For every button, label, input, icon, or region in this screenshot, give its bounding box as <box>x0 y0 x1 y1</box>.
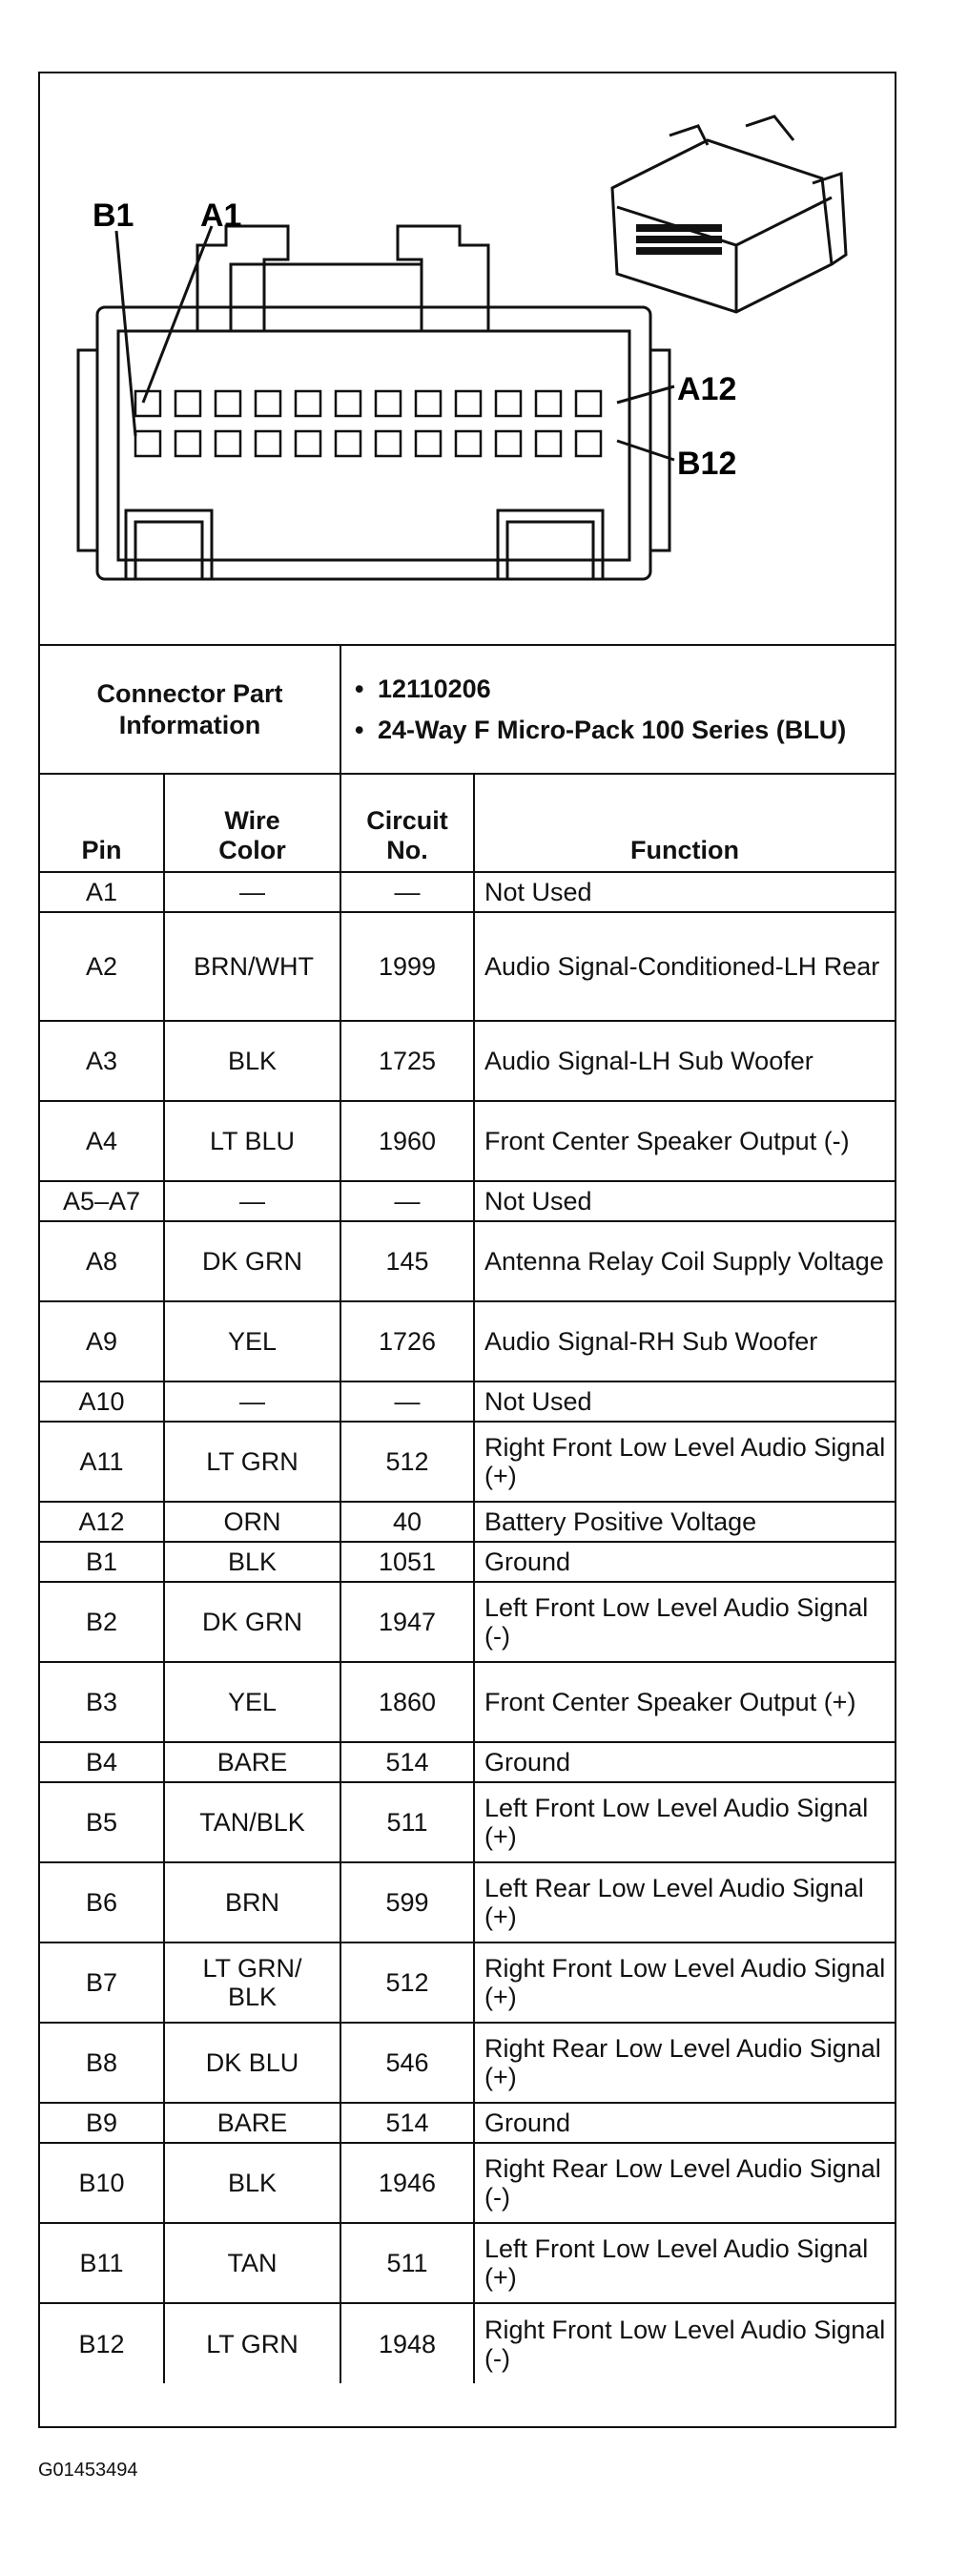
function-cell: Left Front Low Level Audio Signal (-) <box>474 1582 895 1662</box>
pin-cell: B11 <box>40 2223 164 2303</box>
pin-cavity <box>536 391 561 416</box>
function-cell: Ground <box>474 1542 895 1582</box>
function-cell: Not Used <box>474 1381 895 1422</box>
header-circuit-no: Circuit No. <box>340 774 474 872</box>
pin-cavity <box>496 391 521 416</box>
table-row <box>40 2303 895 2383</box>
pin-cavity <box>376 431 401 456</box>
wire-color-cell: BLK <box>164 1021 340 1101</box>
table-row <box>40 1422 895 1502</box>
table-header-row <box>40 774 895 872</box>
pin-cell: A8 <box>40 1221 164 1301</box>
pin-cavity <box>416 391 441 416</box>
wire-color-cell: BLK <box>164 2143 340 2223</box>
function-cell: Ground <box>474 2103 895 2143</box>
callout-b12: B12 <box>677 446 737 482</box>
function-cell: Left Front Low Level Audio Signal (+) <box>474 2223 895 2303</box>
figure-code: G01453494 <box>38 2460 138 2481</box>
function-cell: Right Rear Low Level Audio Signal (-) <box>474 2143 895 2223</box>
pin-cavity <box>256 431 280 456</box>
wire-color-cell: LT GRN <box>164 1422 340 1502</box>
pin-cell: B8 <box>40 2023 164 2103</box>
pin-cell: B12 <box>40 2303 164 2383</box>
function-cell: Front Center Speaker Output (-) <box>474 1101 895 1181</box>
wire-color-cell: BLK <box>164 1542 340 1582</box>
pin-cavity <box>576 391 601 416</box>
circuit-no-cell: 1946 <box>340 2143 474 2223</box>
table-row <box>40 1101 895 1181</box>
header-function: Function <box>474 774 895 872</box>
circuit-no-cell: — <box>340 1181 474 1221</box>
function-cell: Audio Signal-LH Sub Woofer <box>474 1021 895 1101</box>
wire-color-cell: TAN <box>164 2223 340 2303</box>
function-cell: Left Front Low Level Audio Signal (+) <box>474 1782 895 1862</box>
pin-cavity <box>576 431 601 456</box>
pin-cell: A5–A7 <box>40 1181 164 1221</box>
connector-document <box>38 72 896 2428</box>
connector-info-label: Connector Part Information <box>40 645 340 774</box>
function-cell: Left Rear Low Level Audio Signal (+) <box>474 1862 895 1942</box>
pin-cavity <box>416 431 441 456</box>
pin-cell: B3 <box>40 1662 164 1742</box>
function-cell: Right Front Low Level Audio Signal (+) <box>474 1942 895 2023</box>
circuit-no-cell: 145 <box>340 1221 474 1301</box>
table-row <box>40 1221 895 1301</box>
function-cell: Not Used <box>474 1181 895 1221</box>
function-cell: Front Center Speaker Output (+) <box>474 1662 895 1742</box>
table-row <box>40 1181 895 1221</box>
function-cell: Ground <box>474 1742 895 1782</box>
wire-color-cell: ORN <box>164 1502 340 1542</box>
circuit-no-cell: 512 <box>340 1422 474 1502</box>
circuit-no-cell: 599 <box>340 1862 474 1942</box>
pin-cell: B10 <box>40 2143 164 2223</box>
function-cell: Battery Positive Voltage <box>474 1502 895 1542</box>
callout-b1: B1 <box>93 197 134 234</box>
wire-color-cell: — <box>164 872 340 912</box>
circuit-no-cell: 511 <box>340 2223 474 2303</box>
table-row <box>40 1582 895 1662</box>
circuit-no-cell: 511 <box>340 1782 474 1862</box>
callout-a12: A12 <box>677 371 737 407</box>
pin-cavity <box>135 431 160 456</box>
table-row <box>40 1301 895 1381</box>
pin-cavity <box>216 431 240 456</box>
table-row <box>40 1021 895 1101</box>
function-cell: Right Front Low Level Audio Signal (-) <box>474 2303 895 2383</box>
table-row <box>40 1782 895 1862</box>
circuit-no-cell: 1947 <box>340 1582 474 1662</box>
pin-cavity <box>296 391 320 416</box>
function-cell: Audio Signal-RH Sub Woofer <box>474 1301 895 1381</box>
wire-color-cell: DK BLU <box>164 2023 340 2103</box>
pin-cell: A2 <box>40 912 164 1021</box>
pin-cell: A4 <box>40 1101 164 1181</box>
pin-cavity <box>336 431 360 456</box>
function-cell: Right Rear Low Level Audio Signal (+) <box>474 2023 895 2103</box>
connector-info-row <box>40 645 895 774</box>
circuit-no-cell: 1051 <box>340 1542 474 1582</box>
pin-cell: B1 <box>40 1542 164 1582</box>
table-row <box>40 1942 895 2023</box>
pin-cavity <box>135 391 160 416</box>
circuit-no-cell: 512 <box>340 1942 474 2023</box>
pin-cavity <box>336 391 360 416</box>
wire-color-cell: BARE <box>164 2103 340 2143</box>
table-row <box>40 2103 895 2143</box>
wire-color-cell: DK GRN <box>164 1582 340 1662</box>
circuit-no-cell: 514 <box>340 1742 474 1782</box>
callout-a1: A1 <box>200 197 242 234</box>
connector-info-bullets: • 12110206 • 24-Way F Micro-Pack 100 Series (BLU) <box>340 645 895 774</box>
circuit-no-cell: 1948 <box>340 2303 474 2383</box>
pin-cell: B5 <box>40 1782 164 1862</box>
table-row <box>40 2223 895 2303</box>
circuit-no-cell: 1725 <box>340 1021 474 1101</box>
circuit-no-cell: 546 <box>340 2023 474 2103</box>
pinout-table <box>40 644 895 2383</box>
circuit-no-cell: — <box>340 872 474 912</box>
pin-cell: A10 <box>40 1381 164 1422</box>
pin-cell: A11 <box>40 1422 164 1502</box>
pin-cell: B2 <box>40 1582 164 1662</box>
table-row <box>40 1742 895 1782</box>
pin-cavity <box>456 431 481 456</box>
pin-cell: B4 <box>40 1742 164 1782</box>
pin-cavity <box>456 391 481 416</box>
pin-cell: A1 <box>40 872 164 912</box>
table-row <box>40 1862 895 1942</box>
table-row <box>40 872 895 912</box>
wire-color-cell: LT GRN/ BLK <box>164 1942 340 2023</box>
table-row <box>40 1542 895 1582</box>
wire-color-cell: YEL <box>164 1662 340 1742</box>
function-cell: Not Used <box>474 872 895 912</box>
pin-cavity <box>536 431 561 456</box>
pin-cell: B7 <box>40 1942 164 2023</box>
connector-type: 24-Way F Micro-Pack 100 Series (BLU) <box>378 715 847 744</box>
table-body <box>40 872 895 2383</box>
table-row <box>40 1662 895 1742</box>
pin-cavity <box>175 391 200 416</box>
function-cell: Audio Signal-Conditioned-LH Rear <box>474 912 895 1021</box>
pin-cavity <box>216 391 240 416</box>
pin-cell: B9 <box>40 2103 164 2143</box>
pin-cell: A9 <box>40 1301 164 1381</box>
table-row <box>40 2023 895 2103</box>
wire-color-cell: DK GRN <box>164 1221 340 1301</box>
circuit-no-cell: — <box>340 1381 474 1422</box>
wire-color-cell: TAN/BLK <box>164 1782 340 1862</box>
circuit-no-cell: 514 <box>340 2103 474 2143</box>
pin-cavity <box>175 431 200 456</box>
connector-diagram <box>40 73 895 646</box>
header-wire-color: Wire Color <box>164 774 340 872</box>
circuit-no-cell: 40 <box>340 1502 474 1542</box>
circuit-no-cell: 1726 <box>340 1301 474 1381</box>
pin-cell: A12 <box>40 1502 164 1542</box>
pin-cavity <box>376 391 401 416</box>
pin-cavity <box>256 391 280 416</box>
pin-cell: B6 <box>40 1862 164 1942</box>
wire-color-cell: BARE <box>164 1742 340 1782</box>
wire-color-cell: YEL <box>164 1301 340 1381</box>
part-number: 12110206 <box>378 674 491 703</box>
wire-color-cell: — <box>164 1381 340 1422</box>
wire-color-cell: LT BLU <box>164 1101 340 1181</box>
table-row <box>40 1381 895 1422</box>
wire-color-cell: — <box>164 1181 340 1221</box>
circuit-no-cell: 1960 <box>340 1101 474 1181</box>
pin-cavity <box>296 431 320 456</box>
wire-color-cell: LT GRN <box>164 2303 340 2383</box>
pin-cavity <box>496 431 521 456</box>
pin-cell: A3 <box>40 1021 164 1101</box>
table-row <box>40 1502 895 1542</box>
connector-drawing <box>40 73 895 644</box>
circuit-no-cell: 1860 <box>340 1662 474 1742</box>
table-row <box>40 2143 895 2223</box>
table-row <box>40 912 895 1021</box>
circuit-no-cell: 1999 <box>340 912 474 1021</box>
header-pin: Pin <box>40 774 164 872</box>
wire-color-cell: BRN <box>164 1862 340 1942</box>
function-cell: Antenna Relay Coil Supply Voltage <box>474 1221 895 1301</box>
function-cell: Right Front Low Level Audio Signal (+) <box>474 1422 895 1502</box>
wire-color-cell: BRN/WHT <box>164 912 340 1021</box>
